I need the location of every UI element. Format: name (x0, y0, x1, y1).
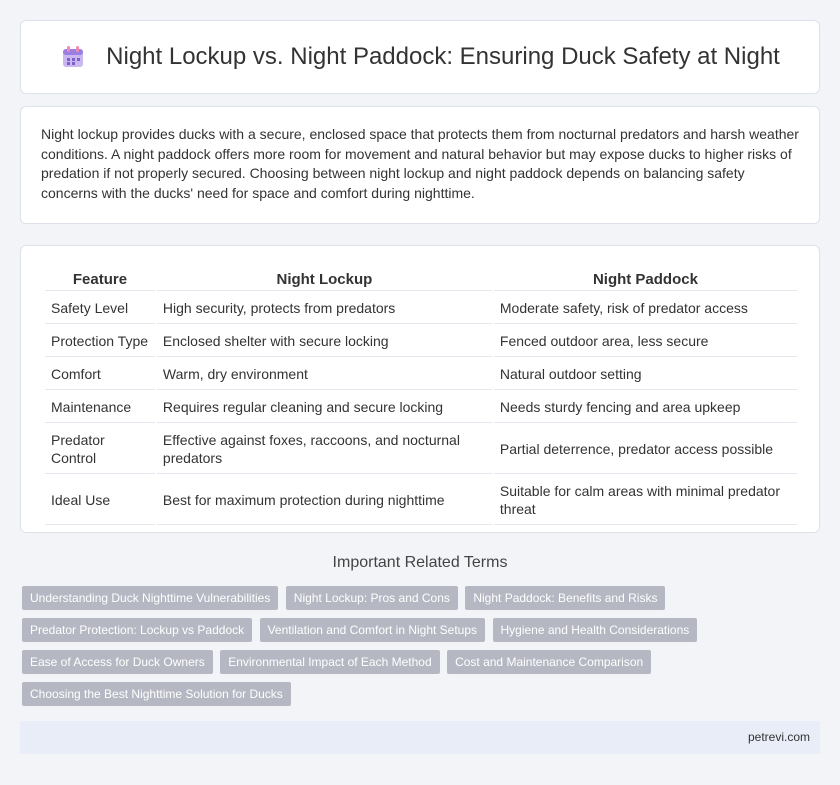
table-row (45, 425, 797, 474)
comparison-table-card (20, 245, 820, 533)
table-cell-paddock: Suitable for calm areas with minimal predator threat (494, 476, 797, 525)
column-header-night-lockup: Night Lockup (157, 266, 492, 291)
related-terms-title: Important Related Terms (332, 554, 508, 571)
table-row (45, 326, 797, 357)
related-term-tag[interactable]: Environmental Impact of Each Method (220, 650, 439, 674)
footer (20, 721, 820, 754)
table-cell-paddock: Partial deterrence, predator access possible (494, 425, 797, 474)
table-cell-paddock: Fenced outdoor area, less secure (494, 326, 797, 357)
table-cell-feature: Maintenance (45, 392, 155, 423)
related-term-tag[interactable]: Night Paddock: Benefits and Risks (465, 586, 665, 610)
table-cell-paddock: Needs sturdy fencing and area upkeep (494, 392, 797, 423)
column-header-feature: Feature (45, 266, 155, 291)
table-cell-feature: Ideal Use (45, 476, 155, 525)
calendar-icon (60, 44, 86, 70)
table-cell-paddock: Moderate safety, risk of predator access (494, 293, 797, 324)
comparison-table (43, 264, 799, 527)
table-cell-lockup: High security, protects from predators (157, 293, 492, 324)
table-row (45, 476, 797, 525)
related-term-tag[interactable]: Predator Protection: Lockup vs Paddock (22, 618, 252, 642)
related-terms-list (22, 586, 818, 714)
column-header-night-paddock: Night Paddock (494, 266, 797, 291)
related-term-tag[interactable]: Cost and Maintenance Comparison (447, 650, 651, 674)
page-header (20, 20, 820, 94)
intro-card (20, 106, 820, 224)
table-cell-lockup: Enclosed shelter with secure locking (157, 326, 492, 357)
table-row (45, 293, 797, 324)
table-cell-paddock: Natural outdoor setting (494, 359, 797, 390)
table-cell-lockup: Best for maximum protection during nighttime (157, 476, 492, 525)
related-term-tag[interactable]: Hygiene and Health Considerations (493, 618, 698, 642)
table-cell-feature: Safety Level (45, 293, 155, 324)
table-cell-feature: Comfort (45, 359, 155, 390)
related-term-tag[interactable]: Ease of Access for Duck Owners (22, 650, 213, 674)
related-term-tag[interactable]: Understanding Duck Nighttime Vulnerabilities (22, 586, 278, 610)
table-cell-lockup: Warm, dry environment (157, 359, 492, 390)
table-cell-feature: Predator Control (45, 425, 155, 474)
related-term-tag[interactable]: Ventilation and Comfort in Night Setups (260, 618, 485, 642)
table-cell-lockup: Effective against foxes, raccoons, and nocturnal predators (157, 425, 492, 474)
table-cell-feature: Protection Type (45, 326, 155, 357)
footer-site-link[interactable]: petrevi.com (747, 730, 810, 744)
table-row (45, 392, 797, 423)
intro-text: Night lockup provides ducks with a secure, enclosed space that protects them from nocturnal predators and harsh weather conditions. A night paddock offers more room for movement and natural behavior but may expose ducks to higher risks of predation if not properly secured. Choosing between night lockup and night paddock depends on balancing safety concerns with the ducks' need for space and comfort during nighttime. (41, 126, 799, 201)
table-row (45, 359, 797, 390)
table-cell-lockup: Requires regular cleaning and secure locking (157, 392, 492, 423)
related-term-tag[interactable]: Choosing the Best Nighttime Solution for Ducks (22, 682, 291, 706)
table-header-row (45, 266, 797, 291)
related-term-tag[interactable]: Night Lockup: Pros and Cons (286, 586, 458, 610)
page-title: Night Lockup vs. Night Paddock: Ensuring Duck Safety at Night (106, 43, 780, 70)
